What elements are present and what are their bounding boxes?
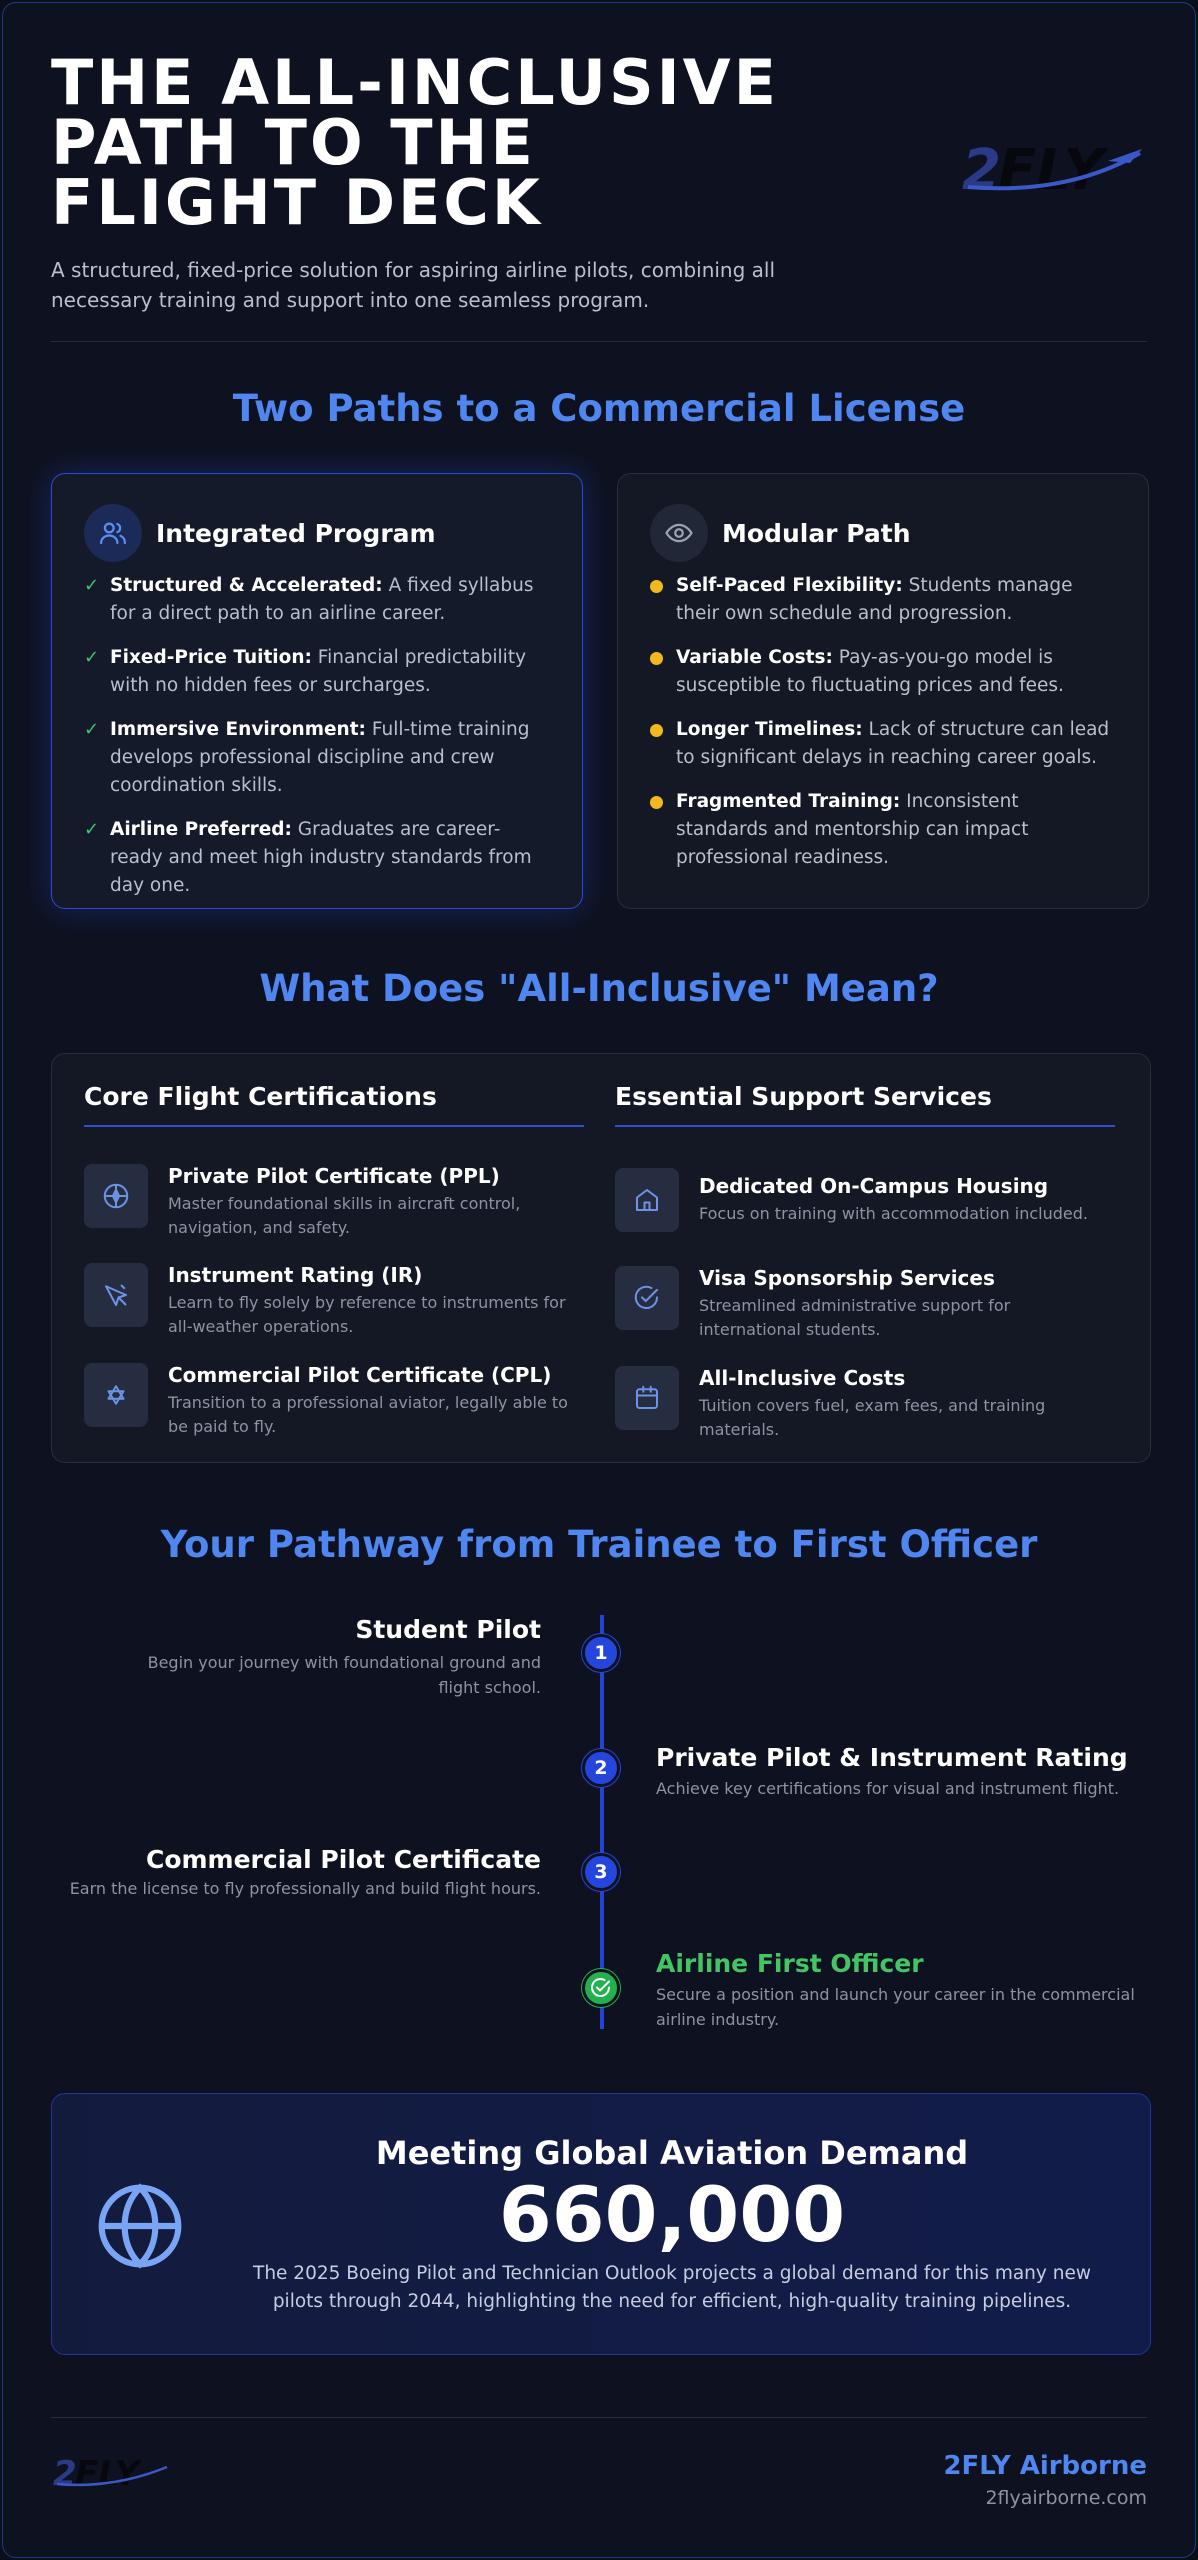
modular-path-title: Modular Path — [722, 518, 911, 548]
svg-text:2: 2 — [962, 138, 1001, 203]
check-icon: ✓ — [84, 647, 100, 668]
list-item: Self-Paced Flexibility: Students manage their own schedule and progression. — [650, 572, 1116, 628]
footer-brand: 2FLY Airborne — [943, 2451, 1147, 2481]
page-subtitle: A structured, fixed-price solution for aspiring airline pilots, combining all necessary training and support into one seamless program. — [51, 258, 776, 312]
star-icon — [84, 1363, 148, 1427]
list-item: All-Inclusive Costs Tuition covers fuel, exam fees, and training materials. — [615, 1366, 1115, 1446]
compass-icon — [84, 1164, 148, 1228]
timeline-line — [600, 1615, 604, 2029]
certifications-column — [84, 1082, 584, 1436]
timeline-dot-3: 3 — [582, 1853, 620, 1891]
demand-panel — [51, 2093, 1151, 2355]
users-icon — [84, 504, 142, 562]
plane-icon — [84, 1263, 148, 1327]
demand-title: Meeting Global Aviation Demand — [375, 2134, 969, 2172]
footer-logo — [53, 2453, 173, 2493]
timeline-step-2: Private Pilot & Instrument Rating Achieve key certifications for visual and instrument flight. — [656, 1743, 1128, 1798]
page-title: THE ALL-INCLUSIVE PATH TO THE FLIGHT DECK — [51, 46, 780, 239]
list-item: Dedicated On-Campus Housing Focus on training with accommodation included. — [615, 1168, 1115, 1248]
eye-icon — [650, 504, 708, 562]
integrated-list — [84, 572, 550, 900]
list-item: Instrument Rating (IR) Learn to fly solely by reference to instruments for all-weather operations. — [84, 1263, 584, 1343]
timeline-dot-1: 1 — [582, 1634, 620, 1672]
bullet-dot-icon — [650, 796, 663, 809]
brand-logo — [958, 133, 1148, 213]
support-column — [615, 1082, 1115, 1439]
globe-icon — [94, 2180, 186, 2272]
bullet-dot-icon — [650, 724, 663, 737]
modular-list — [650, 572, 1116, 872]
calendar-icon — [615, 1366, 679, 1430]
house-icon — [615, 1168, 679, 1232]
paths-section-title: Two Paths to a Commercial License — [232, 387, 966, 430]
timeline-step-4: Airline First Officer Secure a position and launch your career in the commercial airline industry. — [656, 1949, 1135, 2029]
list-item: Longer Timelines: Lack of structure can lead to significant delays in reaching career goals. — [650, 716, 1116, 772]
inclusive-panel — [51, 1053, 1151, 1463]
footer-divider — [51, 2417, 1147, 2418]
bullet-dot-icon — [650, 652, 663, 665]
header-divider — [51, 341, 1147, 342]
demand-number: 660,000 — [498, 2170, 846, 2259]
list-item: Private Pilot Certificate (PPL) Master foundational skills in aircraft control, navigation, and safety. — [84, 1164, 584, 1244]
check-icon: ✓ — [84, 719, 100, 740]
badge-check-icon — [615, 1266, 679, 1330]
list-item: ✓ Fixed-Price Tuition: Financial predictability with no hidden fees or surcharges. — [84, 644, 550, 700]
list-item: Commercial Pilot Certificate (CPL) Transition to a professional aviator, legally able to be paid to fly. — [84, 1363, 584, 1443]
header — [51, 46, 791, 315]
timeline-dot-2: 2 — [582, 1749, 620, 1787]
list-item: ✓ Structured & Accelerated: A fixed syllabus for a direct path to an airline career. — [84, 572, 550, 628]
inclusive-section-title: What Does "All-Inclusive" Mean? — [259, 967, 939, 1010]
list-item: Visa Sponsorship Services Streamlined administrative support for international students. — [615, 1266, 1115, 1346]
modular-path-card — [617, 473, 1149, 909]
svg-text:2: 2 — [53, 2454, 77, 2493]
list-item: Fragmented Training: Inconsistent standards and mentorship can impact professional readiness. — [650, 788, 1116, 872]
timeline-step-3: Commercial Pilot Certificate Earn the license to fly professionally and build flight hours. — [69, 1845, 541, 1898]
svg-text:FLY: FLY — [75, 2454, 140, 2493]
check-icon: ✓ — [84, 819, 100, 840]
integrated-program-card — [51, 473, 583, 909]
timeline-section-title: Your Pathway from Trainee to First Officer — [160, 1523, 1038, 1566]
list-item: ✓ Airline Preferred: Graduates are career-ready and meet high industry standards from day one. — [84, 816, 550, 900]
list-item: Variable Costs: Pay-as-you-go model is susceptible to fluctuating prices and fees. — [650, 644, 1116, 700]
certifications-title: Core Flight Certifications — [84, 1082, 584, 1127]
list-item: ✓ Immersive Environment: Full-time training develops professional discipline and crew coordination skills. — [84, 716, 550, 800]
page — [2, 2, 1196, 2558]
timeline-step-1: Student Pilot Begin your journey with foundational ground and flight school. — [147, 1615, 541, 1697]
demand-description: The 2025 Boeing Pilot and Technician Outlook projects a global demand for this many new pilots through 2044, highlighting the need for efficient, high-quality training pipelines. — [253, 2263, 1091, 2312]
bullet-dot-icon — [650, 580, 663, 593]
support-title: Essential Support Services — [615, 1082, 1115, 1127]
integrated-program-title: Integrated Program — [156, 518, 436, 548]
check-circle-icon — [582, 1969, 620, 2007]
svg-text:FLY: FLY — [998, 138, 1104, 203]
footer-url[interactable]: 2flyairborne.com — [985, 2487, 1147, 2509]
check-icon: ✓ — [84, 575, 100, 596]
